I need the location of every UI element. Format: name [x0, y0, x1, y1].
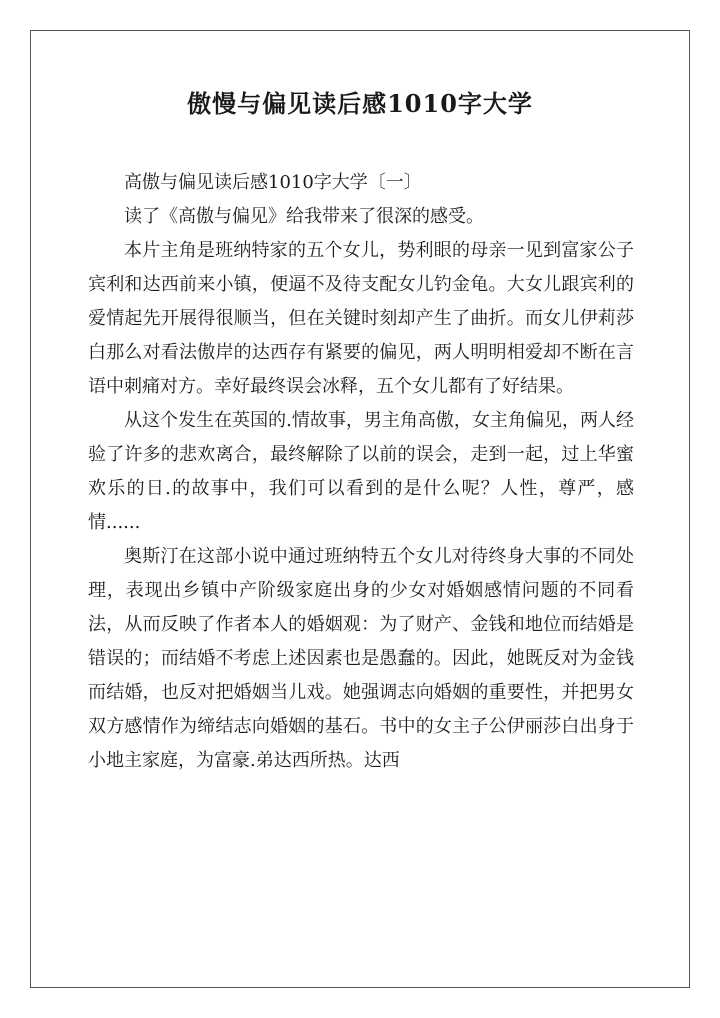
document-body [88, 166, 634, 778]
paragraph: 读了《高傲与偏见》给我带来了很深的感受。 [124, 206, 484, 227]
paragraph: 奥斯汀在这部小说中通过班纳特五个女儿对待终身大事的不同处理，表现出乡镇中产阶级家庭出身的少女对婚姻感情问题的不同看法，从而反映了作者本人的婚姻观：为了财产、金钱和地位而结婚是错误的；而结婚不考虑上述因素也是愚蠢的。因此，她既反对为金钱而结婚，也反对把婚姻当儿戏。她强调志向婚姻的重要性，并把男女双方感情作为缔结志向婚姻的基石。书中的女主子公伊丽莎白出身于小地主家庭，为富豪.弟达西所热。达西 [88, 546, 634, 771]
document-title: 傲慢与偏见读后感1010字大学 [187, 89, 533, 118]
paragraph-subtitle: 高傲与偏见读后感1010字大学〔一〕 [124, 172, 422, 193]
paragraph: 本片主角是班纳特家的五个女儿，势利眼的母亲一见到富家公子宾利和达西前来小镇，便逼不及待支配女儿钓金龟。大女儿跟宾利的爱情起先开展得很顺当，但在关键时刻却产生了曲折。而女儿伊莉莎白那么对看法傲岸的达西存有紧要的偏见，两人明明相爱却不断在言语中刺痛对方。幸好最终误会冰释，五个女儿都有了好结果。 [88, 240, 634, 397]
paragraph: 从这个发生在英国的.情故事，男主角高傲，女主角偏见，两人经验了许多的悲欢离合，最终解除了以前的误会，走到一起，过上华蜜欢乐的日.的故事中，我们可以看到的是什么呢？人性，尊严，感情...... [88, 410, 634, 533]
